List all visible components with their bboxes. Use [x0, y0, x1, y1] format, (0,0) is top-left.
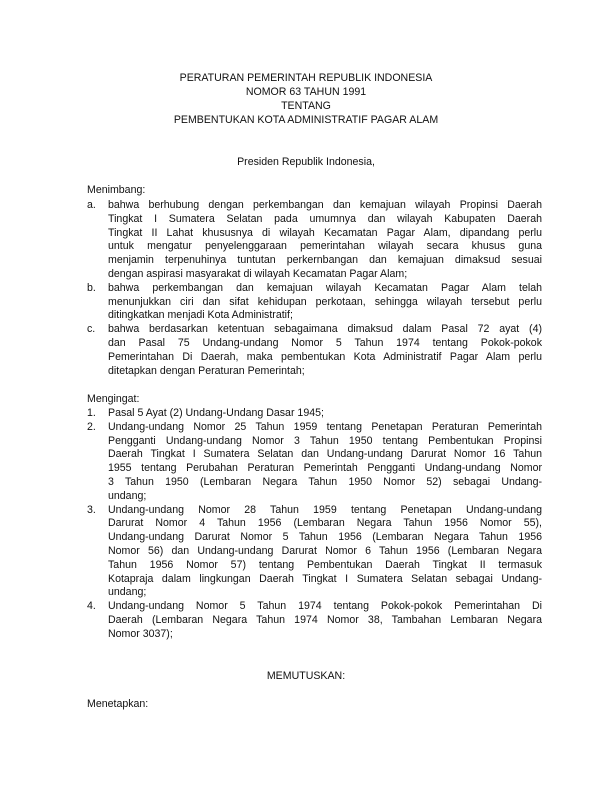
- item-text-line: Darurat Nomor 4 Tahun 1956 (Lembaran Negara Tahun 1956 Nomor 55),: [108, 517, 542, 530]
- menetapkan-label: Menetapkan:: [87, 698, 149, 710]
- menimbang-item: [87, 282, 542, 323]
- item-number: b.: [87, 281, 96, 294]
- item-text-line: ditetapkan dengan Peraturan Pemerintah;: [108, 364, 305, 377]
- item-text-line: undang;: [108, 489, 147, 502]
- menimbang-label: Menimbang:: [87, 184, 146, 196]
- item-number: 4.: [87, 600, 96, 613]
- menimbang-item: [87, 199, 542, 282]
- mengingat-item: [87, 421, 542, 504]
- menimbang-item: [87, 323, 542, 378]
- item-text-line: menunjukkan ciri dan sifat kehidupan perkotaan, sehingga wilayah tersebut perlu: [108, 295, 542, 308]
- item-text-line: undang;: [108, 586, 147, 599]
- item-text-line: dan Pasal 75 Undang-undang Nomor 5 Tahun 1974 tentang Pokok-pokok: [108, 336, 542, 349]
- item-text-line: Pemerintahan Di Daerah, maka pembentukan Kota Administratif Pagar Alam perlu: [108, 350, 542, 363]
- item-text-line: bahwa berhubung dengan perkembangan dan kemajuan wilayah Propinsi Daerah: [108, 199, 542, 211]
- item-text-line: menjamin terpenuhinya tuntutan perkernbangan dan kemajuan dimaksud sesuai: [108, 254, 542, 267]
- item-number: 2.: [87, 420, 96, 433]
- item-text-line: Kotapraja dalam lingkungan Daerah Tingkat I Sumatera Selatan sebagai Undang-: [108, 572, 542, 585]
- item-text-line: 3 Tahun 1950 (Lembaran Negara Tahun 1950 Nomor 52) sebagai Undang-: [108, 475, 542, 488]
- mengingat-item: [87, 504, 542, 601]
- item-text-line: ditingkatkan menjadi Kota Administratif;: [108, 309, 293, 322]
- item-text-line: Undang-undang Nomor 25 Tahun 1959 tentang Penetapan Peraturan Pemerintah: [108, 420, 542, 433]
- item-number: c.: [87, 323, 96, 336]
- item-text-line: Tahun 1956 Nomor 57) tentang Pembentukan Daerah Tingkat II termasuk: [108, 558, 542, 571]
- mengingat-item: [87, 600, 542, 641]
- item-text-line: Daerah (Lembaran Negara Tahun 1974 Nomor 38, Tambahan Lembaran Negara: [108, 613, 542, 626]
- item-text-line: 1955 tentang Perubahan Peraturan Pemerintah Pengganti Undang-undang Nomor: [108, 462, 542, 475]
- title-line: PERATURAN PEMERINTAH REPUBLIK INDONESIA: [179, 72, 433, 84]
- item-number: 1.: [87, 407, 96, 419]
- item-text-line: Pasal 5 Ayat (2) Undang-Undang Dasar 1945;: [108, 407, 324, 419]
- preamble: Presiden Republik Indonesia,: [237, 156, 375, 168]
- item-text-line: Tingkat II Lahat khususnya di wilayah Kecamatan Pagar Alam, dipandang perlu: [108, 226, 542, 239]
- item-text-line: dengan aspirasi masyarakat di wilayah Kecamatan Pagar Alam;: [108, 267, 408, 280]
- item-text-line: Nomor 56) dan Undang-undang Darurat Nomor 6 Tahun 1956 (Lembaran Negara: [108, 544, 542, 557]
- item-text-line: Daerah Tingkat I Sumatera Selatan dan Undang-undang Darurat Nomor 16 Tahun: [108, 448, 542, 461]
- item-number: a.: [87, 199, 96, 211]
- item-text-line: untuk mengatur penyelenggaraan pemerintahan wilayah secara khusus guna: [108, 240, 542, 253]
- item-number: 3.: [87, 503, 96, 516]
- item-text-line: Tingkat I Sumatera Selatan pada umumnya dan wilayah Kabupaten Daerah: [108, 212, 542, 225]
- item-text-line: Undang-undang Darurat Nomor 5 Tahun 1956 (Lembaran Negara Tahun 1956: [108, 531, 542, 544]
- title-line: TENTANG: [281, 99, 331, 112]
- item-text-line: Undang-undang Nomor 5 Tahun 1974 tentang Pokok-pokok Pemerintahan Di: [108, 600, 542, 613]
- item-text-line: Pengganti Undang-undang Nomor 3 Tahun 1950 tentang Pembentukan Propinsi: [108, 434, 542, 447]
- mengingat-label: Mengingat:: [87, 393, 140, 405]
- title-line: NOMOR 63 TAHUN 1991: [245, 85, 367, 98]
- title-line: PEMBENTUKAN KOTA ADMINISTRATIF PAGAR ALAM: [173, 113, 439, 126]
- mengingat-item: [87, 407, 542, 421]
- item-text-line: Undang-undang Nomor 28 Tahun 1959 tentang Penetapan Undang-undang: [108, 503, 542, 516]
- document-title: [0, 72, 612, 128]
- item-text-line: bahwa perkembangan dan kemajuan wilayah Kecamatan Pagar Alam telah: [108, 281, 542, 294]
- memutuskan-heading: MEMUTUSKAN:: [266, 670, 346, 682]
- item-text-line: bahwa berdasarkan ketentuan sebagaimana dimaksud dalam Pasal 72 ayat (4): [108, 323, 542, 336]
- item-text-line: Nomor 3037);: [108, 627, 173, 640]
